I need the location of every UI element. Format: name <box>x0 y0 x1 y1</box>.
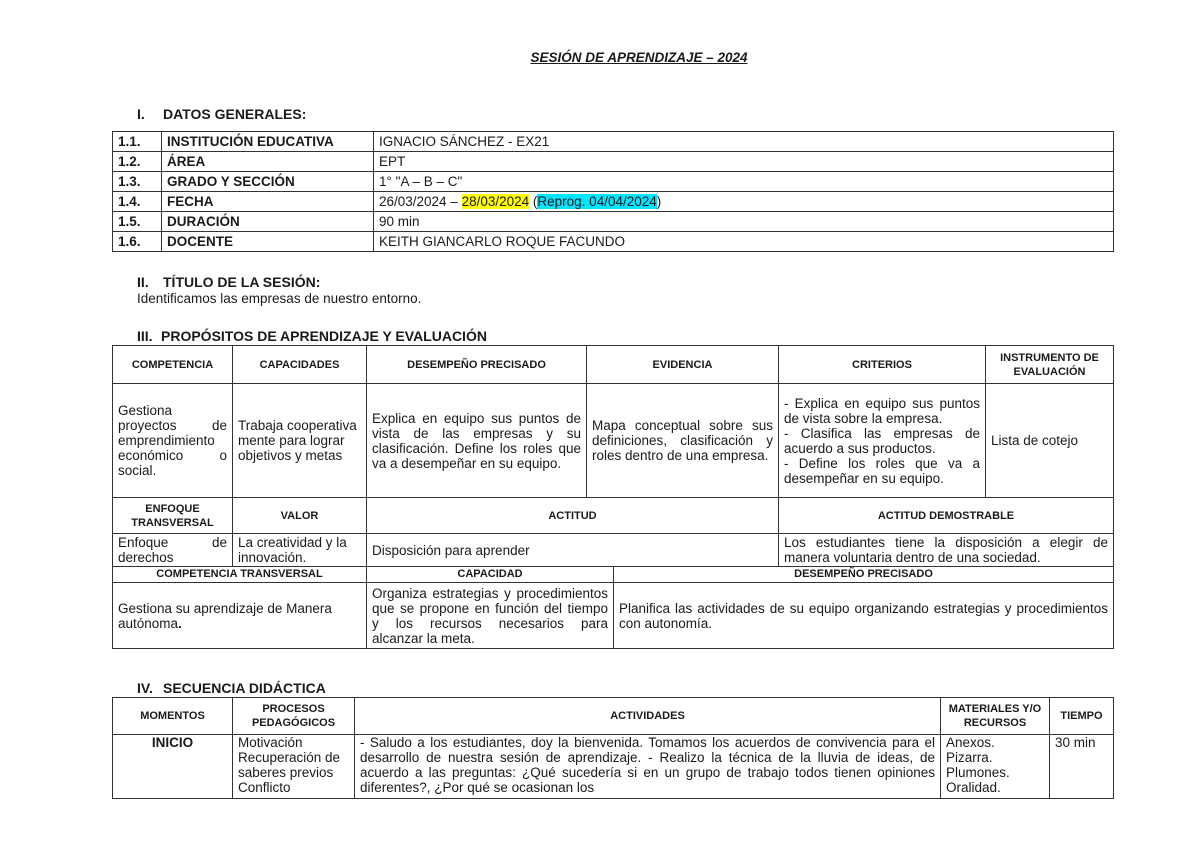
row-value: 1° "A – B – C" <box>374 172 1114 192</box>
section-3-number: III. <box>137 328 153 344</box>
table-header-row <box>113 498 1114 534</box>
header-momentos: MOMENTOS <box>113 698 233 735</box>
table-header-row <box>113 567 1114 583</box>
actividades-cell: - Saludo a los estudiantes, doy la bienvenida. Tomamos los acuerdos de convivencia para el desarrollo de nuestra sesión de aprendizaje. - Realizo la técnica de la lluvia de ideas, de acuerdo a las preguntas: ¿Qué sucedería si en un grupo de trabajo todos tienen opiniones diferentes?, ¿Por qué se ocasionan los <box>355 735 941 799</box>
table-row <box>113 583 1114 649</box>
fecha-close: ) <box>656 193 662 209</box>
row-number: 1.5. <box>113 212 162 232</box>
criterios-cell <box>779 384 986 498</box>
ct-text: Gestiona su aprendizaje de Manera autónoma <box>118 600 332 631</box>
table-header-row <box>113 346 1114 384</box>
session-title-text: Identificamos las empresas de nuestro entorno. <box>137 291 422 306</box>
header-valor: VALOR <box>233 498 367 534</box>
enfoque-cell: Enfoque de derechos <box>113 534 233 567</box>
competencia-cell: Gestiona proyectos de emprendimiento económico o social. <box>113 384 233 498</box>
header-enfoque: ENFOQUE TRANSVERSAL <box>113 498 233 534</box>
header-actividades: ACTIVIDADES <box>355 698 941 735</box>
capacidades-cell: Trabaja cooperativa mente para lograr objetivos y metas <box>233 384 367 498</box>
header-desempeno: DESEMPEÑO PRECISADO <box>367 346 587 384</box>
row-value: KEITH GIANCARLO ROQUE FACUNDO <box>374 232 1114 252</box>
row-number: 1.2. <box>113 152 162 172</box>
table-row <box>113 132 1114 152</box>
competencia-transversal-cell <box>113 583 367 649</box>
table-row <box>113 212 1114 232</box>
fecha-reprog: Reprog. 04/04/2024 <box>537 193 657 209</box>
header-materiales: MATERIALES Y/O RECURSOS <box>941 698 1050 735</box>
row-number: 1.4. <box>113 192 162 212</box>
section-1-number: I. <box>137 106 145 122</box>
document-title: SESIÓN DE APRENDIZAJE – 2024 <box>530 50 748 65</box>
proceso-item: Recuperación de saberes previos <box>238 750 341 780</box>
table-row <box>113 172 1114 192</box>
propositos-table <box>112 345 1114 649</box>
proceso-item: Conflicto <box>238 780 291 795</box>
header-actitud: ACTITUD <box>367 498 779 534</box>
header-evidencia: EVIDENCIA <box>587 346 779 384</box>
fecha-highlight: 28/03/2024 <box>461 193 530 209</box>
section-4-title: SECUENCIA DIDÁCTICA <box>163 680 326 696</box>
tiempo-cell: 30 min <box>1050 735 1114 799</box>
table-header-row <box>113 698 1114 735</box>
section-2-number: II. <box>137 274 149 290</box>
header-capacidades: CAPACIDADES <box>233 346 367 384</box>
row-label: INSTITUCIÓN EDUCATIVA <box>162 132 374 152</box>
header-capacidad: CAPACIDAD <box>367 567 614 583</box>
procesos-cell <box>233 735 355 799</box>
section-2-heading <box>137 274 320 290</box>
row-number: 1.3. <box>113 172 162 192</box>
evidencia-cell: Mapa conceptual sobre sus definiciones, clasificación y roles dentro de una empresa. <box>587 384 779 498</box>
row-value-fecha <box>374 192 1114 212</box>
section-3-title: PROPÓSITOS DE APRENDIZAJE Y EVALUACIÓN <box>161 328 487 344</box>
materiales-cell <box>941 735 1050 799</box>
row-number: 1.6. <box>113 232 162 252</box>
momento-cell: INICIO <box>113 735 233 799</box>
criterio-item: - Explica en equipo sus puntos de vista sobre la empresa. <box>784 395 980 426</box>
table-row <box>113 384 1114 498</box>
row-value: 90 min <box>374 212 1114 232</box>
fecha-sep: ( <box>529 193 538 209</box>
desempeno-cell: Explica en equipo sus puntos de vista de las empresas y su clasificación. Define los roles que va a desempeñar en su equipo. <box>367 384 587 498</box>
header-instrumento: INSTRUMENTO DE EVALUACIÓN <box>986 346 1114 384</box>
header-competencia: COMPETENCIA <box>113 346 233 384</box>
header-tiempo: TIEMPO <box>1050 698 1114 735</box>
desempeno-precisado-cell: Planifica las actividades de su equipo organizando estrategias y procedimientos con autonomía. <box>614 583 1114 649</box>
row-label: FECHA <box>162 192 374 212</box>
header-procesos: PROCESOS PEDAGÓGICOS <box>233 698 355 735</box>
table-row <box>113 152 1114 172</box>
table-row <box>113 534 1114 567</box>
section-2-title: TÍTULO DE LA SESIÓN: <box>163 274 321 290</box>
instrumento-cell: Lista de cotejo <box>986 384 1114 498</box>
header-actitud-demostrable: ACTITUD DEMOSTRABLE <box>779 498 1114 534</box>
material-item: Pizarra. <box>946 750 993 765</box>
table-row <box>113 232 1114 252</box>
header-criterios: CRITERIOS <box>779 346 986 384</box>
fecha-original: 26/03/2024 – <box>379 193 462 209</box>
criterio-item: - Clasifica las empresas de acuerdo a sus productos. <box>784 425 980 456</box>
material-item: Anexos. <box>946 735 995 750</box>
row-label: DURACIÓN <box>162 212 374 232</box>
capacidad-cell: Organiza estrategias y procedimientos que se propone en función del tiempo y los recursos necesarios para alcanzar la meta. <box>367 583 614 649</box>
table-row <box>113 192 1114 212</box>
row-label: GRADO Y SECCIÓN <box>162 172 374 192</box>
section-4-number: IV. <box>137 680 153 696</box>
proceso-item: Motivación <box>238 735 303 750</box>
table-row <box>113 735 1114 799</box>
row-label: ÁREA <box>162 152 374 172</box>
material-item: Oralidad. <box>946 780 1001 795</box>
material-item: Plumones. <box>946 765 1010 780</box>
actitud-demostrable-cell: Los estudiantes tiene la disposición a elegir de manera voluntaria dentro de una sociedad. <box>779 534 1114 567</box>
section-3-heading <box>137 328 487 344</box>
row-value: IGNACIO SÁNCHEZ - EX21 <box>374 132 1114 152</box>
ct-period: . <box>178 615 182 631</box>
section-4-heading <box>137 680 326 696</box>
valor-cell: La creatividad y la innovación. <box>233 534 367 567</box>
actitud-cell: Disposición para aprender <box>367 534 779 567</box>
header-competencia-transversal: COMPETENCIA TRANSVERSAL <box>113 567 367 583</box>
section-1-heading <box>137 106 306 122</box>
row-number: 1.1. <box>113 132 162 152</box>
criterio-item: - Define los roles que va a desempeñar en su equipo. <box>784 455 980 486</box>
section-1-title: DATOS GENERALES: <box>163 106 307 122</box>
row-label: DOCENTE <box>162 232 374 252</box>
datos-generales-table <box>112 131 1114 252</box>
row-value: EPT <box>374 152 1114 172</box>
header-desempeno-precisado: DESEMPEÑO PRECISADO <box>614 567 1114 583</box>
secuencia-table <box>112 697 1114 799</box>
